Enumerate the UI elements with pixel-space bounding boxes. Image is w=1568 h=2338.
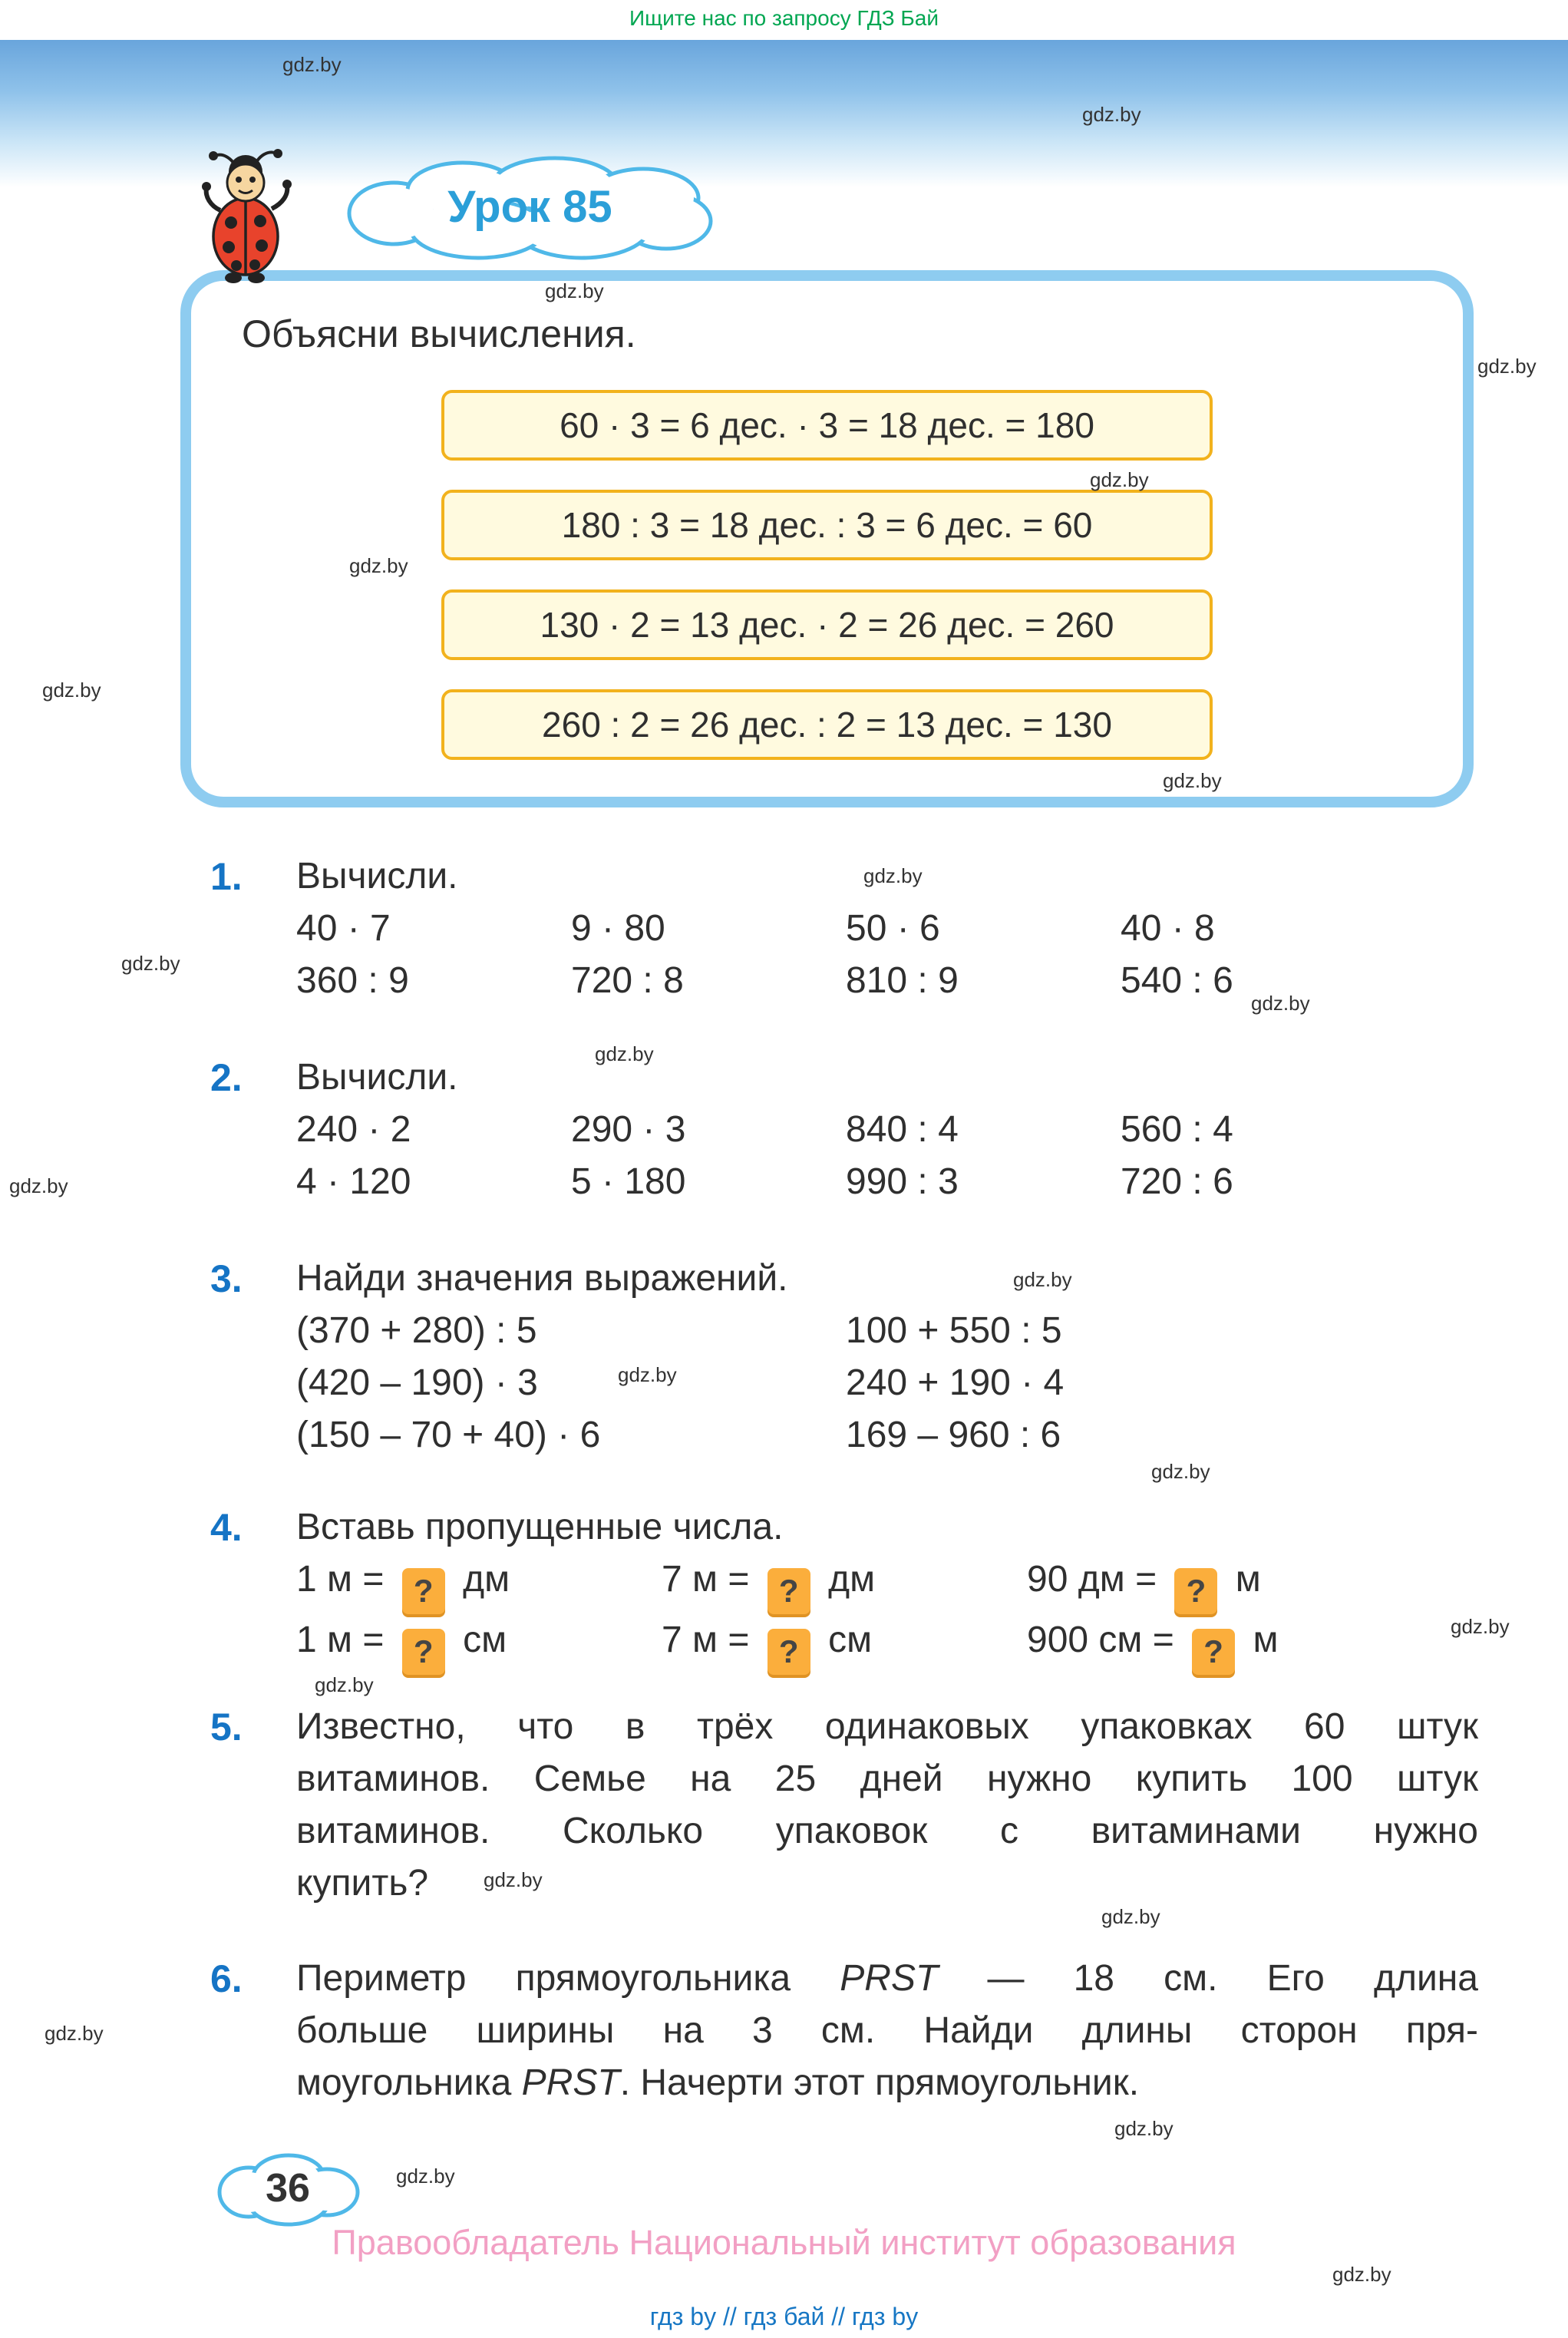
lesson-title: Урок 85 — [447, 181, 612, 232]
expression-cell: 40 · 8 — [1121, 908, 1215, 949]
exercise-5 — [210, 1701, 1484, 1910]
exercise-3-number: 3. — [210, 1257, 243, 1300]
missing-number-item: 1 м = ? см — [296, 1614, 662, 1675]
expression-cell: 990 : 3 — [846, 1161, 959, 1202]
expression-cell: 9 · 80 — [571, 908, 665, 949]
gdzby-watermark: gdz.by — [396, 2165, 455, 2188]
footer-link[interactable]: гдз by — [649, 2303, 717, 2330]
exercise-6-text: Периметр прямоугольника PRST — 18 см. Его длина больше ширины на 3 см. Найди длины сторон пря- моугольника PRST. Начерти этот прямоугольник. — [296, 1958, 1478, 2103]
exercise-1-number: 1. — [210, 855, 243, 898]
expression-cell: (370 + 280) : 5 — [296, 1310, 537, 1351]
exercise-5-text: Известно, что в трёх одинаковых упаковках 60 штук витаминов. Семье на 25 дней нужно купить 100 штук витаминов. Сколько упаковок с витаминами нужно купить? — [296, 1706, 1478, 1904]
exercise-3 — [210, 1253, 1484, 1461]
expression-cell: 240 + 190 · 4 — [846, 1362, 1065, 1403]
gdzby-watermark: gdz.by — [121, 952, 180, 975]
exercise-2-number: 2. — [210, 1056, 243, 1099]
missing-number-box: ? — [402, 1568, 445, 1614]
gdzby-watermark: gdz.by — [1114, 2117, 1174, 2140]
exercise-6 — [210, 1953, 1484, 2109]
gdzby-watermark: gdz.by — [1477, 355, 1537, 378]
equation-box: 180 : 3 = 18 дес. : 3 = 6 дес. = 60 — [441, 490, 1213, 560]
expression-cell: 290 · 3 — [571, 1109, 686, 1150]
missing-number-item: 90 дм = ? м — [1027, 1554, 1484, 1614]
exercise-6-number: 6. — [210, 1957, 243, 2000]
expression-cell: 4 · 120 — [296, 1161, 411, 1202]
exercise-2-title: Вычисли. — [296, 1057, 458, 1098]
exercise-4-title: Вставь пропущенные числа. — [296, 1507, 784, 1547]
gdzby-watermark: gdz.by — [1332, 2263, 1391, 2286]
footer-link[interactable]: гдз бай — [743, 2303, 825, 2330]
gdzby-watermark: gdz.by — [618, 1363, 677, 1386]
gdzby-watermark: gdz.by — [9, 1174, 68, 1197]
gdzby-watermark: gdz.by — [349, 554, 408, 577]
missing-number-item: 1 м = ? дм — [296, 1554, 662, 1614]
exercise-4 — [210, 1501, 1484, 1675]
gdzby-watermark: gdz.by — [484, 1868, 543, 1891]
gdzby-watermark: gdz.by — [595, 1042, 654, 1065]
gdzby-watermark: gdz.by — [1101, 1905, 1160, 1928]
gdzby-watermark: gdz.by — [1163, 769, 1222, 792]
lesson-badge — [336, 150, 724, 266]
expression-cell: (150 – 70 + 40) · 6 — [296, 1415, 601, 1455]
expression-cell: (420 – 190) · 3 — [296, 1362, 538, 1403]
expression-cell: 560 : 4 — [1121, 1109, 1233, 1150]
gdzby-watermark: gdz.by — [545, 279, 604, 302]
intro-title: Объясни вычисления. — [242, 312, 636, 355]
missing-number-item: 7 м = ? дм — [662, 1554, 1027, 1614]
exercise-4-number: 4. — [210, 1506, 243, 1549]
gdzby-watermark: gdz.by — [1090, 468, 1149, 491]
top-banner — [0, 6, 1568, 31]
gdzby-watermark: gdz.by — [863, 864, 923, 887]
expression-cell: 100 + 550 : 5 — [846, 1310, 1062, 1351]
missing-number-box: ? — [767, 1629, 810, 1675]
copyright-text: Правообладатель Национальный институт образования — [332, 2223, 1236, 2262]
gdzby-watermark: gdz.by — [42, 679, 101, 702]
ladybug-icon — [201, 146, 302, 286]
link-separator: // — [716, 2303, 744, 2330]
equation-box: 60 · 3 = 6 дес. · 3 = 18 дес. = 180 — [441, 390, 1213, 461]
expression-cell: 840 : 4 — [846, 1109, 959, 1150]
expression-cell: 360 : 9 — [296, 960, 409, 1001]
gdzby-watermark: gdz.by — [1013, 1268, 1072, 1291]
footer-links — [0, 2303, 1568, 2331]
link-separator: // — [824, 2303, 852, 2330]
exercise-1-title: Вычисли. — [296, 856, 458, 897]
footer-link[interactable]: гдз by — [851, 2303, 919, 2330]
exercise-1 — [210, 850, 1484, 1007]
gdzby-watermark: gdz.by — [1151, 1460, 1210, 1483]
equation-box: 260 : 2 = 26 дес. : 2 = 13 дес. = 130 — [441, 689, 1213, 760]
expression-cell: 5 · 180 — [571, 1161, 686, 1202]
expression-cell: 40 · 7 — [296, 908, 391, 949]
exercise-3-grid — [296, 1305, 1484, 1461]
expression-cell: 720 : 6 — [1121, 1161, 1233, 1202]
exercise-5-number: 5. — [210, 1706, 243, 1749]
expression-cell: 240 · 2 — [296, 1109, 411, 1150]
gdzby-watermark: gdz.by — [1451, 1615, 1510, 1638]
exercise-2 — [210, 1052, 1484, 1208]
gdzby-watermark: gdz.by — [1251, 992, 1310, 1015]
gdzby-watermark: gdz.by — [315, 1673, 374, 1696]
exercise-4-grid — [296, 1554, 1484, 1675]
exercise-2-grid — [296, 1104, 1484, 1208]
expression-cell: 50 · 6 — [846, 908, 940, 949]
missing-number-item: 7 м = ? см — [662, 1614, 1027, 1675]
banner-text: Ищите нас по запросу ГДЗ Бай — [629, 6, 939, 30]
gdzby-watermark: gdz.by — [282, 53, 342, 76]
equation-box: 130 · 2 = 13 дес. · 2 = 26 дес. = 260 — [441, 589, 1213, 660]
exercise-3-title: Найди значения выражений. — [296, 1258, 788, 1299]
gdzby-watermark: gdz.by — [45, 2022, 104, 2045]
page-number-cloud — [212, 2145, 364, 2232]
missing-number-box: ? — [767, 1568, 810, 1614]
expression-cell: 540 : 6 — [1121, 960, 1233, 1001]
expression-cell: 169 – 960 : 6 — [846, 1415, 1061, 1455]
missing-number-item: 900 см = ? м — [1027, 1614, 1484, 1675]
page-number: 36 — [266, 2166, 310, 2211]
expression-cell: 810 : 9 — [846, 960, 959, 1001]
expression-cell: 720 : 8 — [571, 960, 684, 1001]
intro-box — [180, 270, 1474, 807]
missing-number-box: ? — [402, 1629, 445, 1675]
missing-number-box: ? — [1192, 1629, 1235, 1675]
gdzby-watermark: gdz.by — [1082, 103, 1141, 126]
missing-number-box: ? — [1174, 1568, 1217, 1614]
